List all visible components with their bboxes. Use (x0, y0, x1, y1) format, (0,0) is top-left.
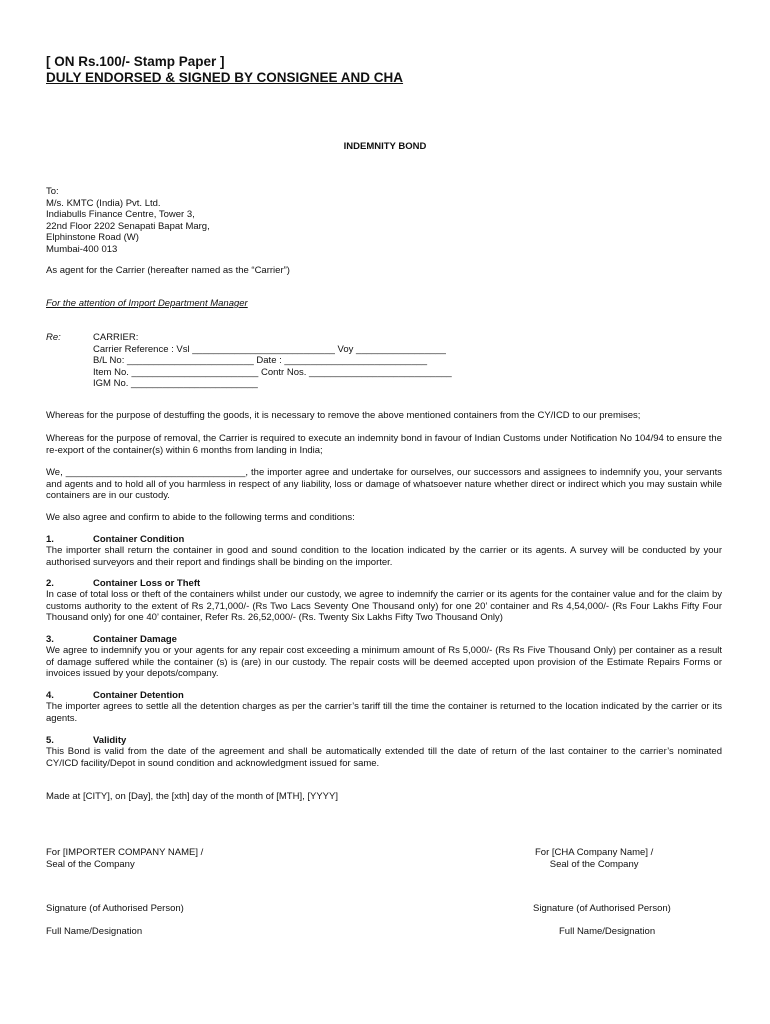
paragraph-terms-intro: We also agree and confirm to abide to the following terms and conditions: (46, 512, 355, 523)
cha-signature-line: Signature (of Authorised Person) (533, 903, 671, 914)
section-text: The importer shall return the container in good and sound condition to the location indicated by the carrier or its agents. A survey will be conducted by your authorised surveyors and their report and findings shall be binding on the importer. (46, 545, 722, 568)
document-title: INDEMNITY BOND (343, 141, 427, 152)
agent-line: As agent for the Carrier (hereafter named as the “Carrier”) (46, 265, 290, 276)
cha-signature-block (535, 847, 653, 870)
section-number: 3. (46, 634, 54, 645)
section-heading: Validity (93, 735, 127, 746)
importer-company: For [IMPORTER COMPANY NAME] / (46, 847, 204, 858)
section-number: 5. (46, 735, 54, 746)
endorsement-note: DULY ENDORSED & SIGNED BY CONSIGNEE AND CHA (46, 70, 404, 85)
stamp-paper-note: [ ON Rs.100/- Stamp Paper ] (46, 54, 225, 69)
address-line: To: (46, 186, 59, 197)
section-heading: Container Damage (93, 634, 177, 645)
address-line: Elphinstone Road (W) (46, 232, 139, 244)
importer-signature-line: Signature (of Authorised Person) (46, 903, 184, 914)
address-line: M/s. KMTC (India) Pvt. Ltd. (46, 197, 161, 209)
importer-seal: Seal of the Company (46, 858, 135, 870)
section-text: This Bond is valid from the date of the agreement and shall be automatically extended till the date of return of the last container to the carrier’s nominated CY/ICD facility/Depot in sound condition and acknowledgment issued for same. (46, 746, 722, 769)
address-line: 22nd Floor 2202 Senapati Bapat Marg, (46, 220, 210, 232)
paragraph-undertaking: We, __________________________________, the importer agree and undertake for ourselves, our successors and assignees to indemnify you, your servants and agents and to hold all of you harmless in respect of any liability, loss or damage of whatsoever nature whether direct or indirect which you may sustain while containers are in our custody. (46, 467, 722, 502)
re-line: IGM No. ________________________ (93, 378, 258, 390)
recipient-address (46, 186, 210, 256)
importer-name-designation: Full Name/Designation (46, 926, 143, 937)
carrier-reference-block (93, 332, 452, 390)
re-line: B/L No: ________________________ Date : ___________________________ (93, 355, 428, 367)
cha-seal: Seal of the Company (549, 858, 639, 870)
cha-name-designation: Full Name/Designation (559, 926, 656, 937)
attention-line: For the attention of Import Department Manager (46, 298, 248, 309)
section-text: We agree to indemnify you or your agents for any repair cost exceeding a minimum amount of Rs 5,000/- (Rs Rs Five Thousand Only) per container as a result of damage suffered while the container (s) is (are) in our custody. The repair costs will be deemed accepted upon provision of the Estimate Repairs Forms or invoices issued by your depots/company. (46, 645, 722, 680)
section-heading: Container Detention (93, 690, 184, 701)
section-number: 4. (46, 690, 54, 701)
section-text: In case of total loss or theft of the containers whilst under our custody, we agree to indemnify the carrier or its agents for the container value and for the claim by customs authority to the extent of Rs 2,71,000/- (Rs Two Lacs Seventy One Thousand only) for one 20’ container and Rs 4,54,000/- (Rs Four Lakhs Fifty Four Thousand only) for one 40’ container, Refer Rs. 26,52,000/- (Rs. Twenty Six Lakhs Fifty Two Thousand Only) (46, 589, 722, 624)
address-line: Mumbai-400 013 (46, 243, 118, 255)
re-line: CARRIER: (93, 332, 139, 343)
address-line: Indiabulls Finance Centre, Tower 3, (46, 209, 195, 221)
paragraph-destuffing: Whereas for the purpose of destuffing the goods, it is necessary to remove the above mentioned containers from the CY/ICD to our premises; (46, 410, 641, 421)
importer-signature-block (46, 847, 203, 870)
paragraph-removal: Whereas for the purpose of removal, the Carrier is required to execute an indemnity bond in favour of Indian Customs under Notification No 104/94 to ensure the re-export of the container(s) within 6 months from landing in India; (46, 433, 722, 456)
section-text: The importer agrees to settle all the detention charges as per the carrier’s tariff till the time the container is returned to the location indicated by the carrier or its agents. (46, 701, 722, 724)
section-number: 2. (46, 578, 54, 589)
re-line: Carrier Reference : Vsl ___________________________ Voy _________________ (93, 343, 446, 355)
cha-company: For [CHA Company Name] / (535, 847, 654, 858)
section-heading: Container Condition (93, 534, 185, 545)
section-number: 1. (46, 534, 54, 545)
re-line: Item No. ________________________ Contr Nos. ___________________________ (93, 366, 452, 378)
made-at-line: Made at [CITY], on [Day], the [xth] day of the month of [MTH], [YYYY] (46, 791, 338, 802)
section-heading: Container Loss or Theft (93, 578, 201, 589)
re-label: Re: (46, 332, 61, 343)
